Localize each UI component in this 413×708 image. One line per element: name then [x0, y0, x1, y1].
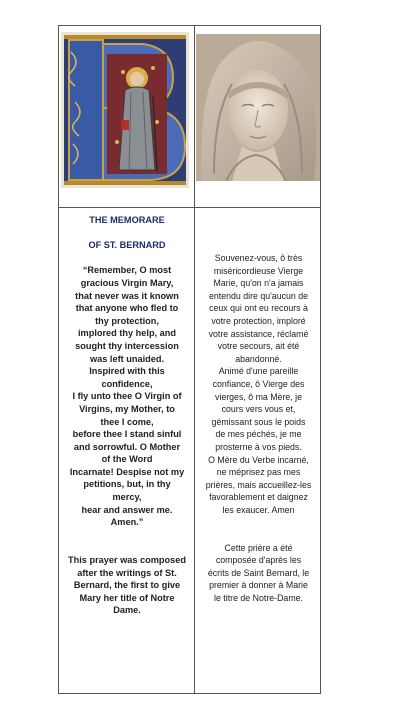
french-prayer-column	[195, 252, 322, 605]
prayer-line: les exaucer. Amen	[222, 504, 295, 515]
english-prayer-column	[60, 214, 194, 617]
prayer-line: votre protection, imploré	[211, 315, 306, 326]
french-note-text	[195, 542, 322, 605]
prayer-line: vierges, ô ma Mère, je	[214, 391, 303, 402]
prayer-line: Marie, qu'on n'a jamais	[213, 278, 304, 289]
note-line: Mary her title of Notre	[79, 592, 175, 603]
prayer-line: O Mère du Verbe incarné,	[208, 454, 309, 465]
prayer-line: cours vers vous et,	[221, 404, 296, 415]
prayer-line: de mes péchés, je me	[215, 429, 302, 440]
prayer-line: votre assistance, réclamé	[208, 328, 309, 339]
prayer-line: Virgins, my Mother, to	[79, 403, 175, 414]
prayer-line: Souvenez-vous, ô très	[214, 253, 303, 263]
row-divider	[59, 207, 320, 208]
prayer-line: was left unaided.	[89, 353, 165, 364]
prayer-line: abandonné.	[235, 353, 282, 364]
english-prayer-text	[60, 264, 194, 528]
prayer-line: Animé d'une pareille	[218, 366, 299, 377]
prayer-line: petitions, but, in thy	[83, 479, 171, 490]
prayer-line: Amen.”	[110, 517, 144, 528]
prayer-line: ne méprisez pas mes	[216, 467, 301, 478]
illuminated-letter-image	[61, 32, 189, 188]
note-line: composée d'après les	[215, 555, 302, 566]
prayer-line: that anyone who fled to	[75, 303, 179, 314]
note-line: after the writings of St.	[77, 567, 177, 578]
prayer-line: gémissant sous le poids	[211, 416, 306, 427]
note-line: This prayer was composed	[68, 555, 186, 566]
prayer-line: thee I come,	[100, 416, 154, 427]
note-line: Bernard, the first to give	[73, 580, 181, 591]
french-prayer-text	[195, 252, 322, 516]
note-line: premier à donner à Marie	[209, 580, 308, 591]
prayer-line: “Remember, O most	[82, 265, 172, 276]
prayer-line: votre secours, ait été	[217, 341, 300, 352]
prayer-line: that never was it known	[75, 290, 179, 301]
title-line-1: THE MEMORARE	[89, 215, 165, 225]
title-line-2: OF ST. BERNARD	[88, 240, 166, 251]
prayer-line: I fly unto thee O Virgin of	[72, 391, 182, 402]
memorare-table	[58, 25, 321, 694]
madonna-sculpture-image	[196, 34, 320, 181]
prayer-line: thy protection,	[95, 315, 159, 326]
note-line: le titre de Notre-Dame.	[214, 593, 303, 604]
prayer-line: Inspired with this	[89, 366, 165, 377]
prayer-line: Incarnate! Despise not my	[69, 466, 185, 477]
prayer-line: mercy,	[112, 492, 142, 503]
prayer-line: implored thy help, and	[77, 328, 176, 339]
prayer-line: ceux qui ont eu recours à	[209, 303, 308, 314]
prayer-line: miséricordieuse Vierge	[213, 265, 304, 276]
prayer-line: prières, mais accueillez-les	[205, 479, 312, 490]
note-line: Cette prière a été	[224, 542, 293, 553]
prayer-line: gracious Virgin Mary,	[80, 277, 174, 288]
prayer-line: of the Word	[101, 454, 153, 465]
prayer-line: favorablement et daignez	[209, 492, 308, 503]
prayer-line: hear and answer me.	[81, 504, 173, 515]
note-line: Dame.	[113, 605, 141, 616]
prayer-line: before thee I stand sinful	[72, 429, 182, 440]
note-line: écrits de Saint Bernard, le	[207, 567, 310, 578]
prayer-line: confiance, ô Vierge des	[212, 378, 305, 389]
prayer-line: and sorrowful. O Mother	[73, 441, 181, 452]
prayer-line: prosterne à vos pieds.	[215, 441, 302, 452]
prayer-line: sought thy intercession	[75, 340, 179, 351]
prayer-line: confidence,	[101, 378, 153, 389]
english-note-text	[60, 554, 194, 617]
prayer-line: entendu dire qu'aucun de	[208, 290, 309, 301]
